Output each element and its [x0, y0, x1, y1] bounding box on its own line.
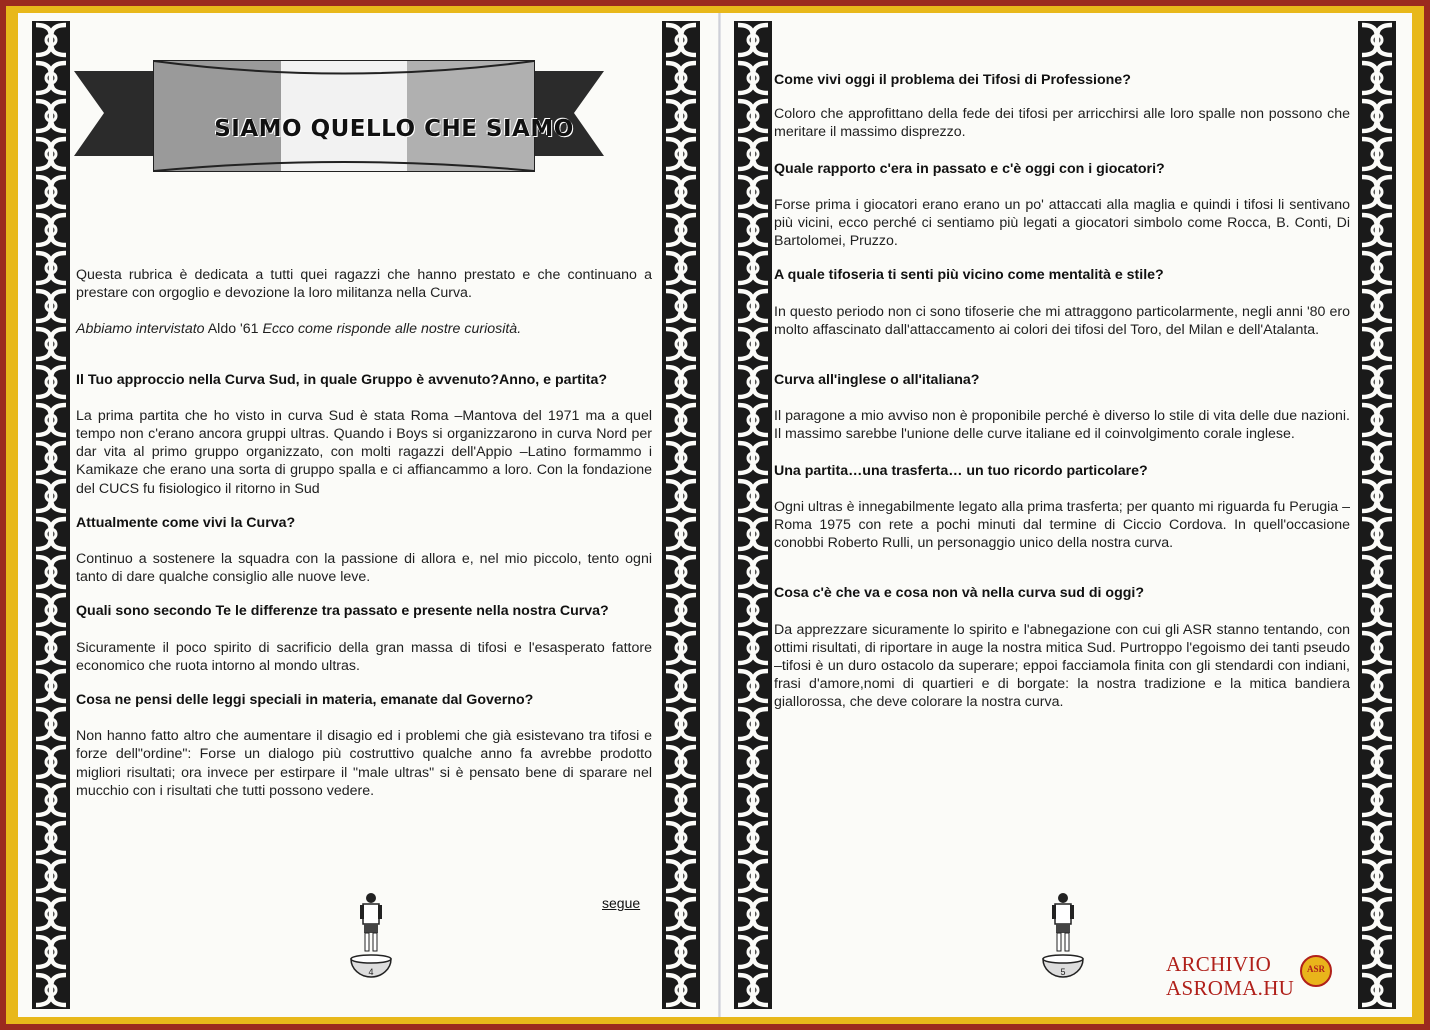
question: Cosa c'è che va e cosa non và nella curva sud di oggi?	[774, 585, 1145, 602]
answer: Il paragone a mio avviso non è proponibile perché è diverso lo stile di vita delle due nazioni. Il massimo sarebbe l'unione delle curve italiane ed il coinvolgimento corale inglese.	[774, 408, 1350, 443]
asr-badge-icon: ASR	[1300, 955, 1332, 987]
question: Come vivi oggi il problema dei Tifosi di Professione?	[774, 72, 1131, 88]
answer: Non hanno fatto altro che aumentare il disagio ed i problemi che già esistevano tra tifosi e forze dell"ordine": Forse un dialogo più costruttivo qualche anno fa avrebbe prodotto migliori risultati; ora invece per estirpare il "male ultras" si è pensato bene di sparare nel mucchio con i risultati che tutti possono vedere.	[76, 728, 652, 799]
answer: Continuo a sostenere la squadra con la passione di allora e, nel mio piccolo, tento ogni tanto di dare qualche consiglio alle nuove leve.	[76, 551, 652, 586]
subbuteo-player-icon	[1038, 889, 1088, 999]
celtic-border-right-outer	[1358, 21, 1396, 1009]
question: Attualmente come vivi la Curva?	[76, 514, 296, 531]
question: Il Tuo approccio nella Curva Sud, in quale Gruppo è avvenuto?Anno, e partita?	[76, 371, 608, 388]
segue-link[interactable]: segue	[602, 895, 641, 911]
answer: Coloro che approfittano della fede dei tifosi per arricchirsi alle loro spalle non possono che meritare il massimo disprezzo.	[774, 106, 1350, 141]
magazine-spread	[18, 13, 1412, 1017]
title-banner	[74, 41, 604, 191]
question: Quale rapporto c'era in passato e c'è oggi con i giocatori?	[774, 160, 1165, 177]
question: Curva all'inglese o all'italiana?	[774, 372, 980, 389]
answer: Da apprezzare sicuramente lo spirito e l'abnegazione con cui gli ASR stanno tentando, con ottimi risultati, di riportare in auge la nostra mitica Sud. Purtroppo l'egoismo dei tanti pseudo –tifosi è un duro ostacolo da superare; eppoi facciamola finita con gli stendardi con indiani, frasi d'amore,nomi di quartieri e di borgate: la nostra tradizione e la mitica bandiera giallorossa, che deve colorare la nostra curva.	[774, 621, 1350, 711]
answer: Ogni ultras è innegabilmente legato alla prima trasferta; per quanto mi riguarda fu Perugia –Roma 1975 con rete a pochi minuti dal termine di Ciccio Cordova. In quell'occasione conobbi Roberto Rulli, un personaggio unico della nostra curva.	[774, 498, 1350, 552]
watermark-line2: ASROMA.HU	[1166, 976, 1295, 1000]
watermark-line1: ARCHIVIO	[1166, 952, 1272, 976]
answer: In questo periodo non ci sono tifoserie che mi attraggono particolarmente, negli anni '80 ero molto affascinato dall'attaccamento ai colori dei tifosi del Toro, del Milan e dell'Atalanta.	[774, 303, 1350, 338]
page-title: SIAMO QUELLO CHE SIAMO	[214, 116, 574, 142]
svg-text:5: 5	[1060, 967, 1066, 977]
question: A quale tifoseria ti senti più vicino come mentalità e stile?	[774, 267, 1164, 284]
question: Quali sono secondo Te le differenze tra passato e presente nella nostra Curva?	[76, 603, 609, 620]
subbuteo-player-icon	[346, 889, 396, 999]
svg-text:4: 4	[368, 967, 374, 977]
answer: La prima partita che ho visto in curva Sud è stata Roma –Mantova del 1971 ma a quel tempo non c'erano ancora gruppi ultras. Quando i Boys si organizzarono in curva Nord per dar vita al primo gruppo organizzato, con molti ragazzi dell'Appio –Latino formammo i Kamikaze che erano una sorta di gruppo spalla e ci affiancammo a loro. Con la fondazione del CUCS fu fisiologico il ritorno in Sud	[76, 407, 652, 497]
right-page-text	[774, 71, 1350, 712]
intro-paragraph: Questa rubrica è dedicata a tutti quei ragazzi che hanno prestato e che continuano a prestare con orgoglio e devozione la loro militanza nella Curva.	[76, 267, 652, 302]
celtic-border-left-inner	[662, 21, 700, 1009]
left-page-text	[76, 266, 652, 800]
question: Cosa ne pensi delle leggi speciali in materia, emanate dal Governo?	[76, 692, 534, 709]
page-gutter	[718, 13, 721, 1017]
answer: Sicuramente il poco spirito di sacrificio della gran massa di tifosi e l'esasperato fattore economico che ruota intorno al mondo ultras.	[76, 639, 652, 674]
interview-line: Abbiamo intervistato Aldo '61 Ecco come risponde alle nostre curiosità.	[76, 321, 522, 338]
question: Una partita…una trasferta… un tuo ricordo particolare?	[774, 462, 1148, 479]
archivio-watermark	[1166, 951, 1346, 1003]
celtic-border-left-outer	[32, 21, 70, 1009]
celtic-border-right-inner	[734, 21, 772, 1009]
answer: Forse prima i giocatori erano erano un po' attaccati alla maglia e quindi i tifosi li sentivano più vicini, ecco perché ci sentiamo più legati a giocatori simbolo come Rocca, B. Conti, Di Bartolomei, Pruzzo.	[774, 196, 1350, 250]
